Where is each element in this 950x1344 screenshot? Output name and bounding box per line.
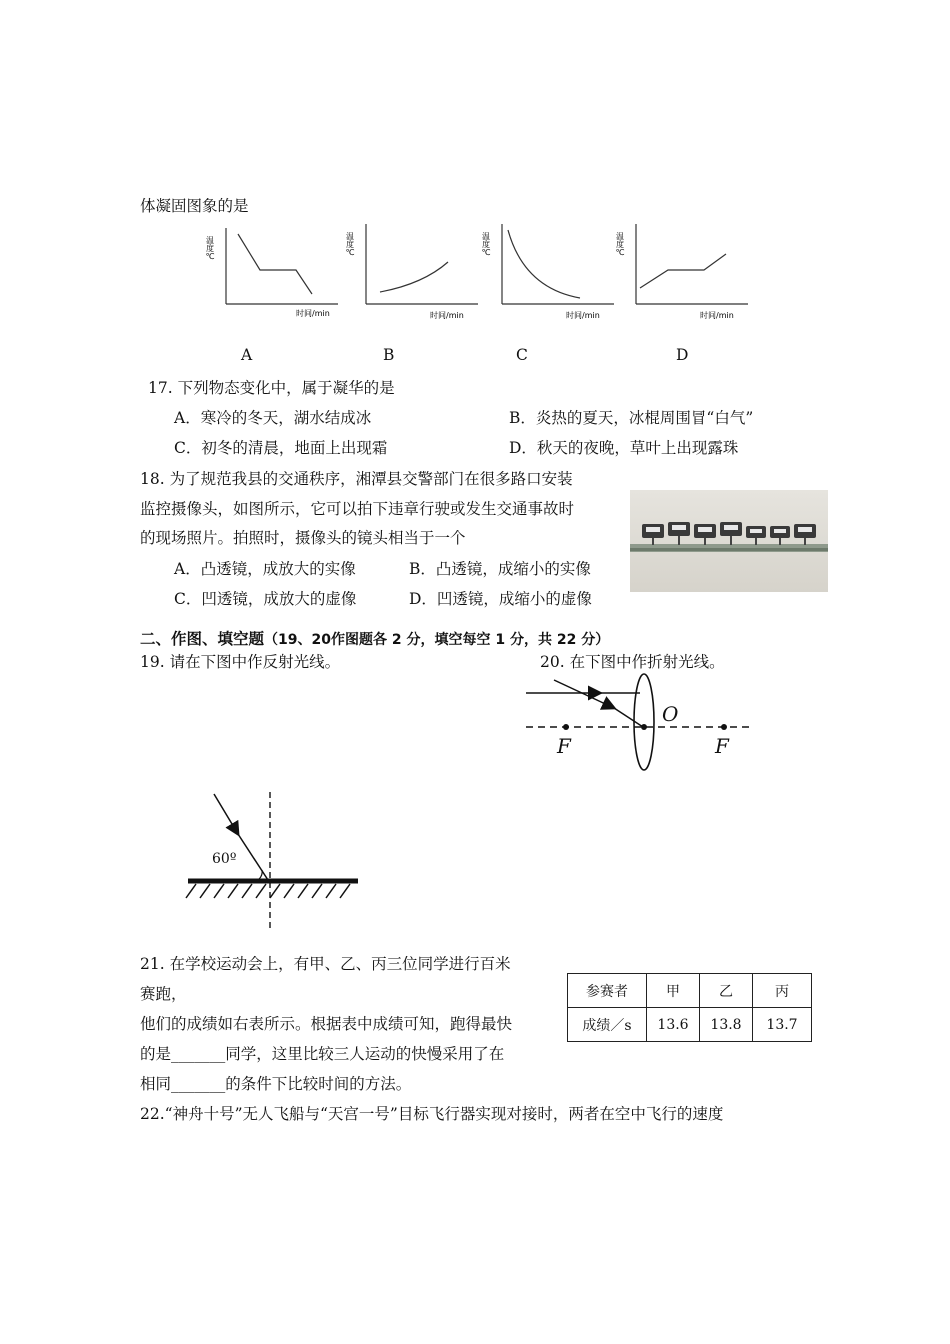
q19-stem: 19. 请在下图中作反射光线。 <box>140 653 341 671</box>
graph-label-d: D <box>676 346 689 364</box>
graph-b-xlabel: 时间/min <box>430 311 464 320</box>
q18-option-d: D．凹透镜，成缩小的虚像 <box>409 590 592 608</box>
graph-c-ylabel: 温度℃ <box>481 232 491 257</box>
table-header-row <box>568 974 812 1008</box>
q17-option-b: B．炎热的夏天，冰棍周围冒“白气” <box>509 409 754 427</box>
camera-photo <box>630 490 828 592</box>
q17-stem: 17. 下列物态变化中，属于凝华的是 <box>148 379 395 397</box>
q21-result-table <box>567 973 812 1042</box>
graph-label-b: B <box>383 346 395 364</box>
graph-a <box>205 222 340 322</box>
section2-note: （19、20作图题各 2 分，填空每空 1 分，共 22 分） <box>264 632 610 648</box>
graph-d-xlabel: 时间/min <box>700 311 734 320</box>
q20-label-f-left: F <box>557 734 571 758</box>
section2-heading <box>140 627 609 649</box>
graph-label-a: A <box>241 346 253 364</box>
table-header-cell: 乙 <box>700 974 753 1008</box>
q18-option-c: C．凹透镜，成放大的虚像 <box>174 590 357 608</box>
q19-diagram <box>180 788 370 938</box>
graph-b-ylabel: 温度℃ <box>345 232 355 257</box>
q20-diagram <box>522 672 754 776</box>
graph-a-xlabel: 时间/min <box>296 309 330 318</box>
q21-line5: 相同_______的条件下比较时间的方法。 <box>140 1075 412 1093</box>
table-row <box>568 1008 812 1042</box>
table-header-cell: 参赛者 <box>568 974 647 1008</box>
graph-label-c: C <box>516 346 528 364</box>
q22-line1: 22.“神舟十号”无人飞船与“天宫一号”目标飞行器实现对接时，两者在空中飞行的速度 <box>140 1105 724 1123</box>
q21-line4: 的是_______同学，这里比较三人运动的快慢采用了在 <box>140 1045 505 1063</box>
q16-tail: 体凝固图象的是 <box>140 197 249 215</box>
q17-option-a: A．寒冷的冬天，湖水结成冰 <box>174 409 372 427</box>
graph-d-ylabel: 温度℃ <box>615 232 625 257</box>
table-cell: 13.6 <box>647 1008 700 1042</box>
graph-b <box>345 218 480 322</box>
q20-stem: 20. 在下图中作折射光线。 <box>540 653 725 671</box>
q20-label-f-right: F <box>715 734 729 758</box>
q17-option-c: C．初冬的清晨，地面上出现霜 <box>174 439 388 457</box>
q18-option-a: A．凸透镜，成放大的实像 <box>174 560 356 578</box>
section2-title: 二、作图、填空题 <box>140 629 265 648</box>
graph-d <box>615 218 750 322</box>
graph-a-ylabel: 温度℃ <box>205 236 215 261</box>
table-header-cell: 甲 <box>647 974 700 1008</box>
graph-c-xlabel: 时间/min <box>566 311 600 320</box>
q18-line2: 监控摄像头，如图所示，它可以拍下违章行驶或发生交通事故时 <box>140 500 575 518</box>
q18-line1: 18. 为了规范我县的交通秩序，湘潭县交警部门在很多路口安装 <box>140 470 573 488</box>
q21-line3: 他们的成绩如右表所示。根据表中成绩可知，跑得最快 <box>140 1015 513 1033</box>
q17-option-d: D．秋天的夜晚，草叶上出现露珠 <box>509 439 739 457</box>
table-cell: 13.7 <box>753 1008 812 1042</box>
table-cell: 成绩／s <box>568 1008 647 1042</box>
graph-c <box>481 218 616 322</box>
q21-line1: 21. 在学校运动会上，有甲、乙、丙三位同学进行百米 <box>140 955 511 973</box>
q19-angle: 60º <box>212 851 237 867</box>
q20-label-o: O <box>662 702 679 726</box>
table-cell: 13.8 <box>700 1008 753 1042</box>
table-header-cell: 丙 <box>753 974 812 1008</box>
q18-option-b: B．凸透镜，成缩小的实像 <box>409 560 591 578</box>
q18-line3: 的现场照片。拍照时，摄像头的镜头相当于一个 <box>140 529 466 547</box>
q21-line2: 赛跑， <box>140 985 187 1003</box>
